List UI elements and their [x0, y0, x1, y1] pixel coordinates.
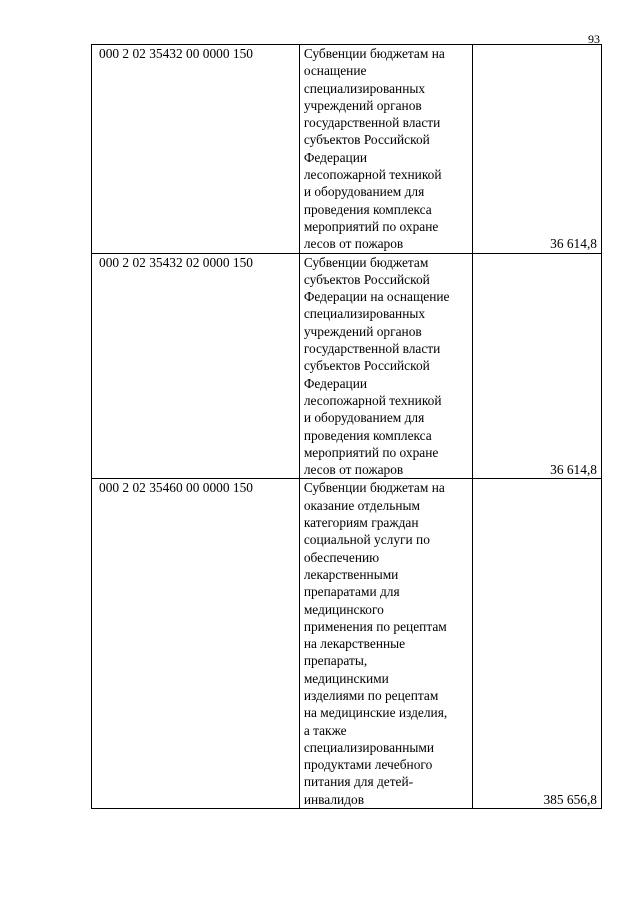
description-line: мероприятий по охране — [303, 444, 439, 460]
description-line: учреждений органов — [303, 97, 422, 113]
description-line: оснащение — [303, 63, 367, 79]
table-row — [92, 479, 602, 809]
description-line: учреждений органов — [303, 323, 422, 339]
table-body — [92, 45, 602, 809]
description-line: субъектов Российской — [303, 358, 430, 374]
description-line: медицинскими — [303, 670, 389, 686]
description-line: обеспечению — [303, 549, 380, 565]
description-line: медицинского — [303, 601, 384, 617]
description-line: применения по рецептам — [303, 618, 447, 634]
description-line: государственной власти — [303, 341, 441, 357]
description-line: Субвенции бюджетам на — [303, 46, 445, 61]
description-line: специализированными — [303, 739, 435, 755]
amount-cell: 36 614,8 — [473, 253, 602, 479]
description-line: Федерации на оснащение — [303, 289, 450, 305]
budget-table — [91, 44, 602, 809]
description-line: инвалидов — [303, 791, 365, 807]
description-cell — [299, 253, 473, 479]
description-line: Федерации — [303, 149, 368, 165]
description-line: а также — [303, 722, 347, 738]
budget-code-cell: 000 2 02 35460 00 0000 150 — [92, 479, 300, 809]
description-line: социальной услуги по — [303, 532, 430, 548]
description-line: препаратами для — [303, 584, 400, 600]
description-line: лесопожарной техникой — [303, 167, 442, 183]
description-line: лесов от пожаров — [303, 462, 404, 478]
description-line: лесопожарной техникой — [303, 392, 442, 408]
description-line: продуктами лечебного — [303, 757, 433, 773]
description-line: Субвенции бюджетам на — [303, 480, 445, 496]
page-number: 93 — [588, 32, 600, 46]
description-line: Федерации — [303, 375, 368, 391]
description-line: изделиями по рецептам — [303, 687, 439, 703]
description-line: субъектов Российской — [303, 271, 430, 287]
amount-cell: 385 656,8 — [473, 479, 602, 809]
description-line: на лекарственные — [303, 636, 406, 652]
description-line: проведения комплекса — [303, 201, 432, 217]
description-line: специализированных — [303, 80, 426, 96]
description-line: и оборудованием для — [303, 184, 425, 200]
description-line: лекарственными — [303, 566, 399, 582]
table-row — [92, 45, 602, 254]
description-line: субъектов Российской — [303, 132, 430, 148]
table-row — [92, 253, 602, 479]
description-line: специализированных — [303, 306, 426, 322]
description-line: препараты, — [303, 653, 368, 669]
description-line: на медицинские изделия, — [303, 705, 448, 721]
description-line: мероприятий по охране — [303, 218, 439, 234]
description-line: категориям граждан — [303, 515, 419, 531]
description-line: и оборудованием для — [303, 410, 425, 426]
amount-cell: 36 614,8 — [473, 45, 602, 254]
description-line: государственной власти — [303, 115, 441, 131]
description-cell — [299, 45, 473, 254]
description-cell — [299, 479, 473, 809]
budget-code-cell: 000 2 02 35432 02 0000 150 — [92, 253, 300, 479]
description-line: Субвенции бюджетам — [303, 254, 429, 270]
description-line: проведения комплекса — [303, 427, 432, 443]
description-line: питания для детей- — [303, 774, 414, 790]
budget-code-cell: 000 2 02 35432 00 0000 150 — [92, 45, 300, 254]
description-line: лесов от пожаров — [303, 236, 404, 252]
description-line: оказание отдельным — [303, 497, 420, 513]
